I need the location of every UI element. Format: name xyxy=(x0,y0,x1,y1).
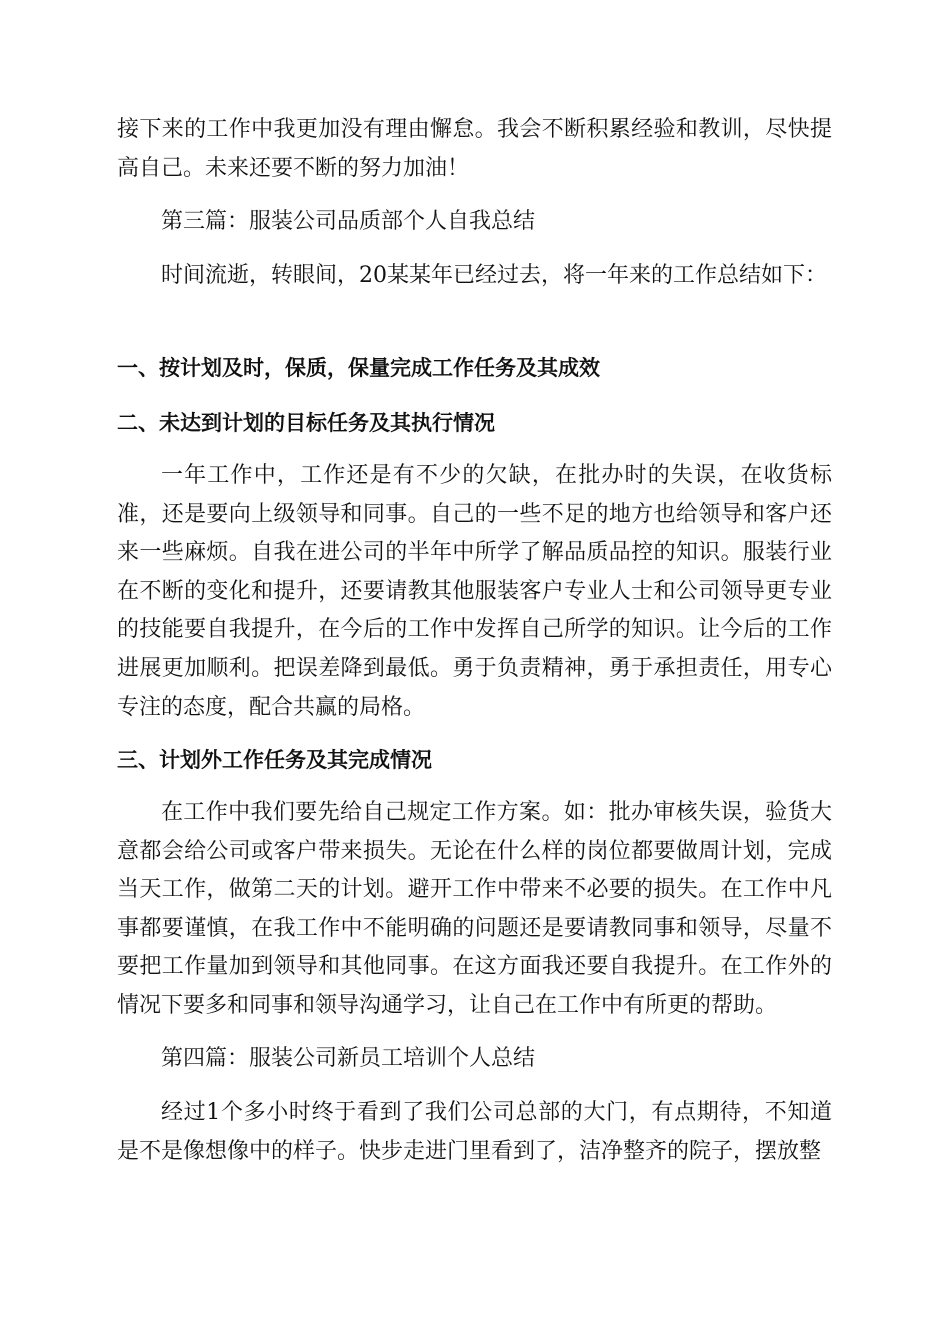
section-4-title: 第四篇：服装公司新员工培训个人总结 xyxy=(161,1046,536,1071)
paragraph-3: 在工作中我们要先给自己规定工作方案。如：批办审核失误，验货大意都会给公司或客户带来损失。无论在什么样的岗位都要做周计划，完成当天工作，做第二天的计划。避开工作中带来不必要的损失。在工作中凡事都要谨慎，在我工作中不能明确的问题还是要请教同事和领导，尽量不要把工作量加到领导和其他同事。在这方面我还要自我提升。在工作外的情况下要多和同事和领导沟通学习，让自己在工作中有所更的帮助。 xyxy=(117,800,832,1018)
section-3-title: 第三篇：服装公司品质部个人自我总结 xyxy=(161,209,536,234)
heading-2: 二、未达到计划的目标任务及其执行情况 xyxy=(117,411,495,435)
section-4-opening: 经过1个多小时终于看到了我们公司总部的大门，有点期待，不知道是不是像想像中的样子。快步走进门里看到了，洁净整齐的院子，摆放整 xyxy=(117,1100,832,1164)
paragraph-2: 一年工作中，工作还是有不少的欠缺，在批办时的失误，在收货标准，还是要向上级领导和同事。自己的一些不足的地方也给领导和客户还来一些麻烦。自我在进公司的半年中所学了解品质品控的知识。服装行业在不断的变化和提升，还要请教其他服装客户专业人士和公司领导更专业的技能要自我提升，在今后的工作中发挥自己所学的知识。让今后的工作进展更加顺利。把误差降到最低。勇于负责精神，勇于承担责任，用专心专注的态度，配合共赢的局格。 xyxy=(117,463,832,720)
intro-paragraph: 接下来的工作中我更加没有理由懈怠。我会不断积累经验和教训，尽快提高自己。未来还要不断的努力加油！ xyxy=(117,117,832,181)
heading-1: 一、按计划及时，保质，保量完成工作任务及其成效 xyxy=(117,356,600,380)
heading-3: 三、计划外工作任务及其完成情况 xyxy=(117,748,432,772)
section-3-opening: 时间流逝，转眼间，20某某年已经过去，将一年来的工作总结如下： xyxy=(161,263,827,288)
